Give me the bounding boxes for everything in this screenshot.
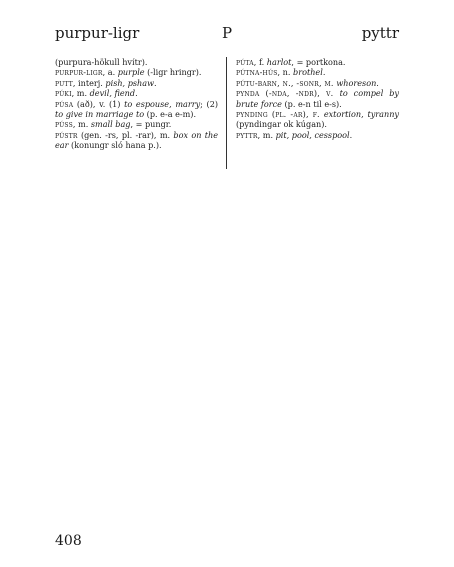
dictionary-entry: pútu-barn, n., -sonr, m. whoreson.	[236, 77, 379, 88]
headword: púss	[55, 119, 73, 130]
definition: extortion, tyranny	[323, 109, 399, 120]
definition: harlot	[266, 57, 292, 67]
dictionary-entry: pynding (pl. -ar), f. extortion, tyranny (pyndingar ok kúgan).	[236, 109, 399, 130]
dictionary-entry: pútna-hús, n. brothel.	[236, 67, 326, 78]
column-divider	[226, 57, 227, 169]
running-header	[55, 24, 399, 46]
headword: pynda	[236, 88, 260, 99]
headword: púsa	[55, 98, 74, 109]
header-letter: P	[221, 24, 233, 42]
headword: pynding	[236, 109, 268, 120]
definition: devil, fiend	[89, 88, 136, 99]
definition: whoreson	[336, 77, 377, 88]
headword: púki	[55, 88, 72, 99]
dictionary-entry: (purpura-hökull hvítr).	[55, 57, 148, 67]
dictionary-columns	[55, 57, 399, 175]
dictionary-entry: púss, m. small bag, = pungr.	[55, 119, 172, 130]
definition: pish, pshaw	[105, 77, 155, 88]
definition: to espouse, marry	[124, 98, 201, 109]
headword: pútna-hús	[236, 67, 278, 78]
dictionary-entry: pyttr, m. pit, pool, cesspool.	[236, 129, 353, 140]
dictionary-entry: púki, m. devil, fiend.	[55, 88, 138, 99]
right-column	[236, 57, 399, 140]
dictionary-entry: púsa (að), v. (1) to espouse, marry; (2) to give in marriage to (p. e-a e-m).	[55, 98, 218, 120]
dictionary-entry: purpur-ligr, a. purple (-ligr hringr).	[55, 67, 202, 78]
header-last-entry: pyttr	[361, 24, 399, 42]
dictionary-entry: púta, f. harlot, = portkona.	[236, 57, 346, 67]
page-number: 408	[55, 533, 82, 549]
headword: putt	[55, 77, 73, 88]
definition: box on the ear	[55, 129, 218, 151]
headword: pyttr	[236, 129, 258, 140]
headword: púta	[236, 57, 254, 67]
definition: to give in marriage to	[55, 109, 145, 120]
definition: to compel by brute force	[236, 88, 399, 109]
dictionary-entry: pynda (-nda, -ndr), v. to compel by brute force (p. e-n til e-s).	[236, 88, 399, 109]
definition: purple	[117, 67, 145, 78]
definition: small bag	[90, 119, 131, 130]
headword: pústr	[55, 129, 78, 140]
left-column	[55, 57, 218, 151]
definition: brothel	[293, 67, 323, 78]
dictionary-entry: pústr (gen. -rs, pl. -rar), m. box on the ear (konungr sló hana p.).	[55, 129, 218, 151]
headword: pútu-barn	[236, 77, 278, 88]
dictionary-entry: putt, interj. pish, pshaw.	[55, 77, 157, 88]
headword: purpur-ligr	[55, 67, 103, 78]
definition: pit, pool, cesspool	[275, 129, 350, 140]
header-first-entry: purpur-ligr	[55, 24, 140, 42]
